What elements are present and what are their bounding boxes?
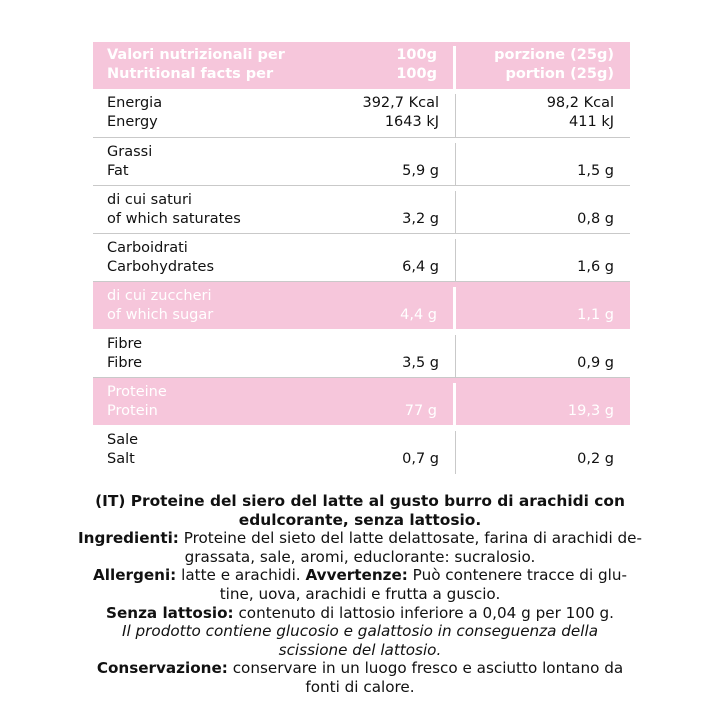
- row-value-100g: 4,4 g: [306, 287, 456, 329]
- storage-line: [24, 659, 696, 678]
- header-portion-en: portion (25g): [505, 66, 614, 82]
- row-label-en: Fat: [107, 163, 129, 179]
- table-row-salt: [93, 426, 630, 474]
- table-row-carbohydrates: [93, 234, 630, 282]
- allergens-label: Allergeni:: [93, 566, 177, 585]
- warnings-line2: tine, uova, arachidi e frutta a guscio.: [219, 584, 501, 603]
- table-row-sugar: [93, 282, 630, 330]
- header-portion-it: porzione (25g): [494, 47, 614, 63]
- row-value-portion: 1,1 g: [577, 307, 614, 323]
- row-label-en: of which saturates: [107, 211, 241, 227]
- row-label-en: Fibre: [107, 355, 143, 371]
- energy-portion: [456, 94, 630, 137]
- row-value-portion: 1,5 g: [577, 163, 614, 179]
- allergens-text: latte e arachidi.: [181, 566, 301, 585]
- row-label-en: of which sugar: [107, 307, 214, 323]
- table-row-protein: [93, 378, 630, 426]
- header-label: [93, 46, 306, 89]
- allergens-line: [24, 566, 696, 585]
- energy-label-it: Energia: [107, 95, 163, 111]
- storage-label: Conservazione:: [96, 659, 228, 678]
- warnings-text: Può contenere tracce di glu-: [412, 566, 627, 585]
- energy-label: [93, 94, 306, 137]
- row-label-it: Proteine: [107, 384, 167, 400]
- energy-100g: [306, 94, 456, 137]
- row-label: [93, 239, 306, 281]
- row-label-it: Fibre: [107, 336, 143, 352]
- product-description: [24, 492, 696, 697]
- ingredients-line1: [24, 529, 696, 548]
- row-label: [93, 287, 306, 329]
- row-label-it: di cui saturi: [107, 192, 192, 208]
- row-value-100g: 5,9 g: [306, 143, 456, 185]
- row-value-portion: 0,2 g: [577, 451, 614, 467]
- table-header-row: [93, 42, 630, 90]
- table-row-fat: [93, 138, 630, 186]
- row-label-en: Carbohydrates: [107, 259, 215, 275]
- row-label-en: Salt: [107, 451, 135, 467]
- row-label-it: Carboidrati: [107, 240, 188, 256]
- table-row-fibre: [93, 330, 630, 378]
- row-value-portion: 0,9 g: [577, 355, 614, 371]
- row-label: [93, 143, 306, 185]
- note-line2: scissione del lattosio.: [278, 640, 442, 659]
- row-value-100g: 3,2 g: [306, 191, 456, 233]
- product-title-line1: (IT) Proteine del siero del latte al gusto burro di arachidi con: [95, 492, 625, 510]
- header-100g: [306, 46, 456, 89]
- row-label: [93, 383, 306, 425]
- ingredients-text: Proteine del sieto del latte delattosate, farina di arachidi de-: [183, 529, 642, 548]
- header-100g-it: 100g: [396, 47, 437, 63]
- header-label-it: Valori nutrizionali per: [107, 47, 285, 63]
- header-label-en: Nutritional facts per: [107, 66, 274, 82]
- row-value-100g: 3,5 g: [306, 335, 456, 377]
- row-value-portion: 19,3 g: [567, 403, 614, 419]
- note-line1: Il prodotto contiene glucosio e galattosio in conseguenza della: [122, 622, 598, 641]
- warnings-label: Avvertenze:: [305, 566, 408, 585]
- energy-portion-kcal: 98,2 Kcal: [546, 95, 614, 111]
- lactose-text: contenuto di lattosio inferiore a 0,04 g per 100 g.: [238, 603, 614, 622]
- energy-label-en: Energy: [107, 114, 158, 130]
- nutrition-table: [93, 42, 630, 474]
- lactose-label: Senza lattosio:: [106, 603, 234, 622]
- storage-line2: fonti di calore.: [305, 677, 415, 696]
- row-label-it: Sale: [107, 432, 139, 448]
- row-label: [93, 191, 306, 233]
- energy-100g-kj: 1643 kJ: [384, 114, 439, 130]
- header-100g-en: 100g: [396, 66, 437, 82]
- ingredients-label: Ingredienti:: [78, 529, 179, 548]
- energy-100g-kcal: 392,7 Kcal: [362, 95, 439, 111]
- ingredients-line2: grassata, sale, aromi, educlorante: sucralosio.: [184, 547, 536, 566]
- lactose-line: [24, 604, 696, 623]
- row-label-it: di cui zuccheri: [107, 288, 212, 304]
- row-value-100g: 0,7 g: [306, 431, 456, 474]
- row-value-100g: 6,4 g: [306, 239, 456, 281]
- table-row-saturates: [93, 186, 630, 234]
- row-label-en: Protein: [107, 403, 158, 419]
- storage-text: conservare in un luogo fresco e asciutto lontano da: [232, 659, 624, 678]
- row-label: [93, 335, 306, 377]
- row-value-100g: 77 g: [306, 383, 456, 425]
- row-label: [93, 431, 306, 474]
- energy-portion-kj: 411 kJ: [569, 114, 614, 130]
- row-value-portion: 0,8 g: [577, 211, 614, 227]
- product-title-line2: edulcorante, senza lattosio.: [238, 510, 482, 529]
- table-row-energy: [93, 90, 630, 138]
- header-portion: [456, 46, 630, 89]
- row-label-it: Grassi: [107, 144, 153, 160]
- row-value-portion: 1,6 g: [577, 259, 614, 275]
